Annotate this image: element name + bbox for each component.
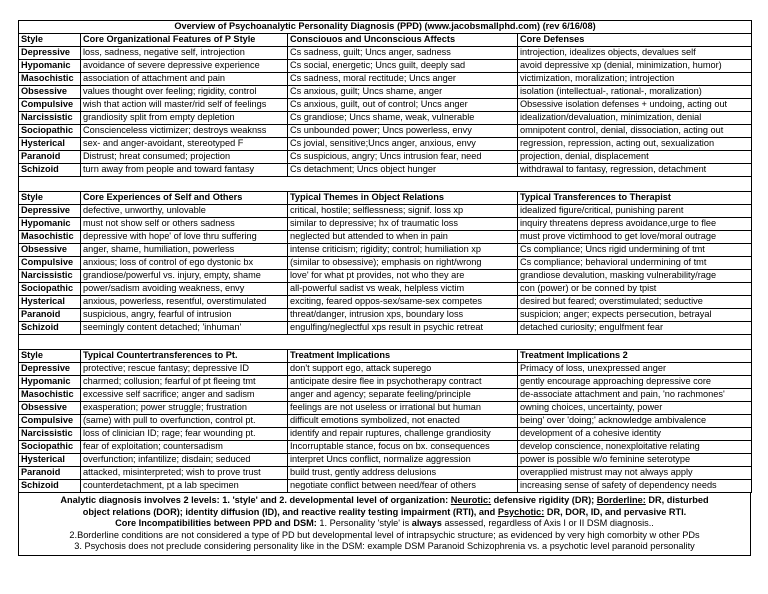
table-cell: all-powerful sadist vs weak, helpless victim <box>288 283 518 296</box>
table-row <box>19 389 752 402</box>
table-row <box>19 138 752 151</box>
table-row <box>19 376 752 389</box>
table-cell: Cs anxious, guilt, out of control; Uncs anger <box>288 99 518 112</box>
footer-line-3 <box>19 518 750 530</box>
footer-text: object relations (DOR); identity diffusion (ID), and reactive reality testing impairment (RTI), and <box>82 506 498 517</box>
style-label: Sociopathic <box>19 283 81 296</box>
table-cell: suspicion; anger; expects persecution, betrayal <box>518 309 752 322</box>
table-cell: Cs compliance; Uncs rigid undermining of tmt <box>518 244 752 257</box>
table-cell: Distrust; hreat consumed; projection <box>81 151 288 164</box>
table-row <box>19 205 752 218</box>
table-cell: intense criticism; rigidity; control; humiliation xp <box>288 244 518 257</box>
table-row <box>19 231 752 244</box>
style-label: Depressive <box>19 363 81 376</box>
table-cell: seemingly content detached; 'inhuman' <box>81 322 288 335</box>
column-header: Core Defenses <box>518 34 752 47</box>
footer-text: assessed, regardless of Axis I or II DSM diagnosis.. <box>441 518 654 528</box>
table-row <box>19 283 752 296</box>
style-label: Narcissistic <box>19 428 81 441</box>
table-cell: omnipotent control, denial, dissociation, acting out <box>518 125 752 138</box>
table-cell: idealization/devaluation, minimization, denial <box>518 112 752 125</box>
spacer-cell <box>19 335 752 350</box>
column-header: Core Organizational Features of P Style <box>81 34 288 47</box>
table-cell: victimization, moralization; introjection <box>518 73 752 86</box>
column-header: Style <box>19 192 81 205</box>
table-row <box>19 86 752 99</box>
section-header-row <box>19 34 752 47</box>
column-header: Core Experiences of Self and Others <box>81 192 288 205</box>
table-cell: introjection, idealizes objects, devalues self <box>518 47 752 60</box>
table-cell: Cs unbounded power; Uncs powerless, envy <box>288 125 518 138</box>
table-cell: develop conscience, nonexploitative relating <box>518 441 752 454</box>
table-row <box>19 480 752 493</box>
table-row <box>19 99 752 112</box>
style-label: Masochistic <box>19 73 81 86</box>
table-cell: detached curiosity; engulfment fear <box>518 322 752 335</box>
style-label: Hypomanic <box>19 218 81 231</box>
table-row <box>19 363 752 376</box>
table-row <box>19 47 752 60</box>
style-label: Paranoid <box>19 151 81 164</box>
table-cell: Primacy of loss, unexpressed anger <box>518 363 752 376</box>
column-header: Treatment Implications <box>288 350 518 363</box>
footer-text: 1. Personality 'style' is <box>316 518 412 528</box>
style-label: Schizoid <box>19 322 81 335</box>
table-cell: development of a cohesive identity <box>518 428 752 441</box>
table-row <box>19 415 752 428</box>
footer-text: DR, DOR, ID, and pervasive RTI. <box>544 506 687 517</box>
table-cell: Cs jovial, sensitive;Uncs anger, anxious, envy <box>288 138 518 151</box>
table-cell: identify and repair ruptures, challenge grandiosity <box>288 428 518 441</box>
column-header: Typical Transferences to Therapist <box>518 192 752 205</box>
table-cell: overapplied mistrust may not always apply <box>518 467 752 480</box>
table-body <box>19 21 752 493</box>
table-cell: regression, repression, acting out, sexualization <box>518 138 752 151</box>
section-spacer <box>19 177 752 192</box>
table-cell: anger, shame, humiliation, powerless <box>81 244 288 257</box>
table-cell: excessive self sacrifice; anger and sadism <box>81 389 288 402</box>
table-cell: Cs anxious, guilt; Uncs shame, anger <box>288 86 518 99</box>
table-cell: de-associate attachment and pain, 'no rachmones' <box>518 389 752 402</box>
table-cell: turn away from people and toward fantasy <box>81 164 288 177</box>
style-label: Schizoid <box>19 480 81 493</box>
table-cell: (similar to obsessive); emphasis on right/wrong <box>288 257 518 270</box>
style-label: Obsessive <box>19 402 81 415</box>
table-cell: association of attachment and pain <box>81 73 288 86</box>
ppd-sheet <box>18 20 751 556</box>
style-label: Sociopathic <box>19 125 81 138</box>
style-label: Narcissistic <box>19 112 81 125</box>
table-row <box>19 164 752 177</box>
style-label: Obsessive <box>19 86 81 99</box>
table-cell: Cs sadness, moral rectitude; Uncs anger <box>288 73 518 86</box>
table-cell: attacked, misinterpreted; wish to prove trust <box>81 467 288 480</box>
table-cell: loss of clinician ID; rage; fear wounding pt. <box>81 428 288 441</box>
table-cell: Cs compliance; behavioral undermining of tmt <box>518 257 752 270</box>
table-cell: defective, unworthy, unlovable <box>81 205 288 218</box>
table-cell: similar to depressive; hx of traumatic loss <box>288 218 518 231</box>
style-label: Hypomanic <box>19 376 81 389</box>
style-label: Schizoid <box>19 164 81 177</box>
table-row <box>19 441 752 454</box>
table-cell: don't support ego, attack superego <box>288 363 518 376</box>
table-cell: con (power) or be conned by tpist <box>518 283 752 296</box>
table-cell: power/sadism avoiding weakness, envy <box>81 283 288 296</box>
table-row <box>19 125 752 138</box>
table-cell: grandiose/powerful vs. injury, empty, shame <box>81 270 288 283</box>
borderline-term: Borderline: <box>596 495 646 505</box>
table-cell: depressive with hope' of love thru suffering <box>81 231 288 244</box>
table-cell: values thought over feeling; rigidity, control <box>81 86 288 99</box>
column-header: Consciouos and Unconscious Affects <box>288 34 518 47</box>
table-cell: idealized figure/critical, punishing parent <box>518 205 752 218</box>
table-cell: power is possible w/o feminine seterotype <box>518 454 752 467</box>
table-row <box>19 60 752 73</box>
table-cell: critical, hostile; selflessness; signif. loss xp <box>288 205 518 218</box>
table-cell: increasing sense of safety of dependency needs <box>518 480 752 493</box>
style-label: Depressive <box>19 47 81 60</box>
style-label: Compulsive <box>19 415 81 428</box>
column-header: Treatment Implications 2 <box>518 350 752 363</box>
table-cell: must prove victimhood to get love/moral outrage <box>518 231 752 244</box>
column-header: Typical Countertransferences to Pt. <box>81 350 288 363</box>
table-cell: Cs suspicious, angry; Uncs intrusion fear, need <box>288 151 518 164</box>
title-row <box>19 21 752 34</box>
style-label: Masochistic <box>19 389 81 402</box>
style-label: Paranoid <box>19 467 81 480</box>
style-label: Masochistic <box>19 231 81 244</box>
table-cell: difficult emotions symbolized, not enacted <box>288 415 518 428</box>
table-cell: anger and agency; separate feeling/principle <box>288 389 518 402</box>
style-label: Hysterical <box>19 138 81 151</box>
footer-notes <box>18 493 751 556</box>
table-cell: owning choices, uncertainty, power <box>518 402 752 415</box>
table-cell: interpret Uncs conflict, normalize aggression <box>288 454 518 467</box>
table-cell: fear of exploitation; countersadism <box>81 441 288 454</box>
table-cell: protective; rescue fantasy; depressive ID <box>81 363 288 376</box>
table-cell: counterdetachment, pt a lab specimen <box>81 480 288 493</box>
footer-line-1 <box>19 495 750 507</box>
table-cell: Cs sadness, guilt; Uncs anger, sadness <box>288 47 518 60</box>
style-label: Sociopathic <box>19 441 81 454</box>
table-cell: feelings are not useless or irrational but human <box>288 402 518 415</box>
footer-emphasis: always <box>411 518 442 528</box>
section-header-row <box>19 350 752 363</box>
footer-line-4: 2.Borderline conditions are not considered a type of PD but developmental level of intrapsychic structure; as evidenced by very high comorbity w other PDs <box>69 529 700 540</box>
table-row <box>19 257 752 270</box>
table-cell: engulfing/neglectful xps result in psychic retreat <box>288 322 518 335</box>
table-cell: love' for what pt provides, not who they are <box>288 270 518 283</box>
table-cell: Cs social, energetic; Uncs guilt, deeply sad <box>288 60 518 73</box>
table-cell: gently encourage approaching depressive core <box>518 376 752 389</box>
table-cell: threat/danger, intrusion xps, boundary loss <box>288 309 518 322</box>
table-row <box>19 428 752 441</box>
table-cell: neglected but attended to when in pain <box>288 231 518 244</box>
style-label: Narcissistic <box>19 270 81 283</box>
column-header: Style <box>19 350 81 363</box>
table-cell: anticipate desire flee in psychotherapy contract <box>288 376 518 389</box>
table-cell: negotiate conflict between need/fear of others <box>288 480 518 493</box>
style-label: Compulsive <box>19 99 81 112</box>
footer-text: defensive rigidity (DR); <box>491 495 597 505</box>
table-cell: wish that action will master/rid self of feelings <box>81 99 288 112</box>
table-cell: being' over 'doing;' acknowledge ambivalence <box>518 415 752 428</box>
table-row <box>19 270 752 283</box>
spacer-cell <box>19 177 752 192</box>
table-row <box>19 73 752 86</box>
table-cell: avoidance of severe depressive experience <box>81 60 288 73</box>
table-cell: projection, denial, displacement <box>518 151 752 164</box>
table-row <box>19 322 752 335</box>
table-cell: grandiosity split from empty depletion <box>81 112 288 125</box>
table-cell: desired but feared; overstimulated; seductive <box>518 296 752 309</box>
table-cell: Conscienceless victimizer; destroys weaknss <box>81 125 288 138</box>
table-cell: Cs detachment; Uncs object hunger <box>288 164 518 177</box>
section-header-row <box>19 192 752 205</box>
table-cell: overfunction; infantilize; disdain; seduced <box>81 454 288 467</box>
footer-line-2 <box>19 507 750 519</box>
style-label: Hysterical <box>19 454 81 467</box>
style-label: Hypomanic <box>19 60 81 73</box>
footer-text: Analytic diagnosis involves 2 levels: 1. 'style' and 2. developmental level of organization: <box>60 495 451 505</box>
table-row <box>19 309 752 322</box>
table-cell: isolation (intellectual-, rational-, moralization) <box>518 86 752 99</box>
style-label: Depressive <box>19 205 81 218</box>
table-row <box>19 112 752 125</box>
table-cell: must not show self or others sadness <box>81 218 288 231</box>
sheet-title: Overview of Psychoanalytic Personality Diagnosis (PPD) (www.jacobsmallphd.com) (rev 6/16/08) <box>19 21 752 34</box>
table-cell: charmed; collusion; fearful of pt fleeing tmt <box>81 376 288 389</box>
table-row <box>19 402 752 415</box>
style-label: Compulsive <box>19 257 81 270</box>
footer-text: DR, disturbed <box>645 495 709 505</box>
table-cell: Incorruptable stance, focus on bx. consequences <box>288 441 518 454</box>
table-cell: anxious; loss of control of ego dystonic bx <box>81 257 288 270</box>
table-row <box>19 296 752 309</box>
table-row <box>19 454 752 467</box>
psychotic-term: Psychotic: <box>497 506 545 517</box>
table-cell: build trust, gently address delusions <box>288 467 518 480</box>
table-cell: Obsessive isolation defenses + undoing, acting out <box>518 99 752 112</box>
column-header: Style <box>19 34 81 47</box>
table-cell: exciting, feared oppos-sex/same-sex competes <box>288 296 518 309</box>
style-label: Hysterical <box>19 296 81 309</box>
neurotic-term: Neurotic: <box>450 495 492 505</box>
column-header: Typical Themes in Object Relations <box>288 192 518 205</box>
table-cell: withdrawal to fantasy, regression, detachment <box>518 164 752 177</box>
ppd-table <box>18 20 752 493</box>
footer-line-5: 3. Psychosis does not preclude considering personality like in the DSM: example DSM Paranoid Schizophrenia vs. a psychotic level paranoid personality <box>74 541 695 551</box>
table-cell: anxious, powerless, resentful, overstimulated <box>81 296 288 309</box>
table-cell: avoid depressive xp (denial, minimization, humor) <box>518 60 752 73</box>
style-label: Obsessive <box>19 244 81 257</box>
table-cell: Cs grandiose; Uncs shame, weak, vulnerable <box>288 112 518 125</box>
table-row <box>19 151 752 164</box>
incompatibilities-heading: Core Incompatibilities between PPD and DSM: <box>115 518 317 528</box>
table-row <box>19 218 752 231</box>
table-cell: sex- and anger-avoidant, stereotyped F <box>81 138 288 151</box>
table-cell: inquiry threatens depress avoidance,urge to flee <box>518 218 752 231</box>
section-spacer <box>19 335 752 350</box>
table-cell: exasperation; power struggle; frustration <box>81 402 288 415</box>
style-label: Paranoid <box>19 309 81 322</box>
table-row <box>19 467 752 480</box>
table-cell: grandiose devalution, masking vulnerability/rage <box>518 270 752 283</box>
table-row <box>19 244 752 257</box>
table-cell: suspicious, angry, fearful of intrusion <box>81 309 288 322</box>
table-cell: loss, sadness, negative self, introjection <box>81 47 288 60</box>
table-cell: (same) with pull to overfunction, control pt. <box>81 415 288 428</box>
